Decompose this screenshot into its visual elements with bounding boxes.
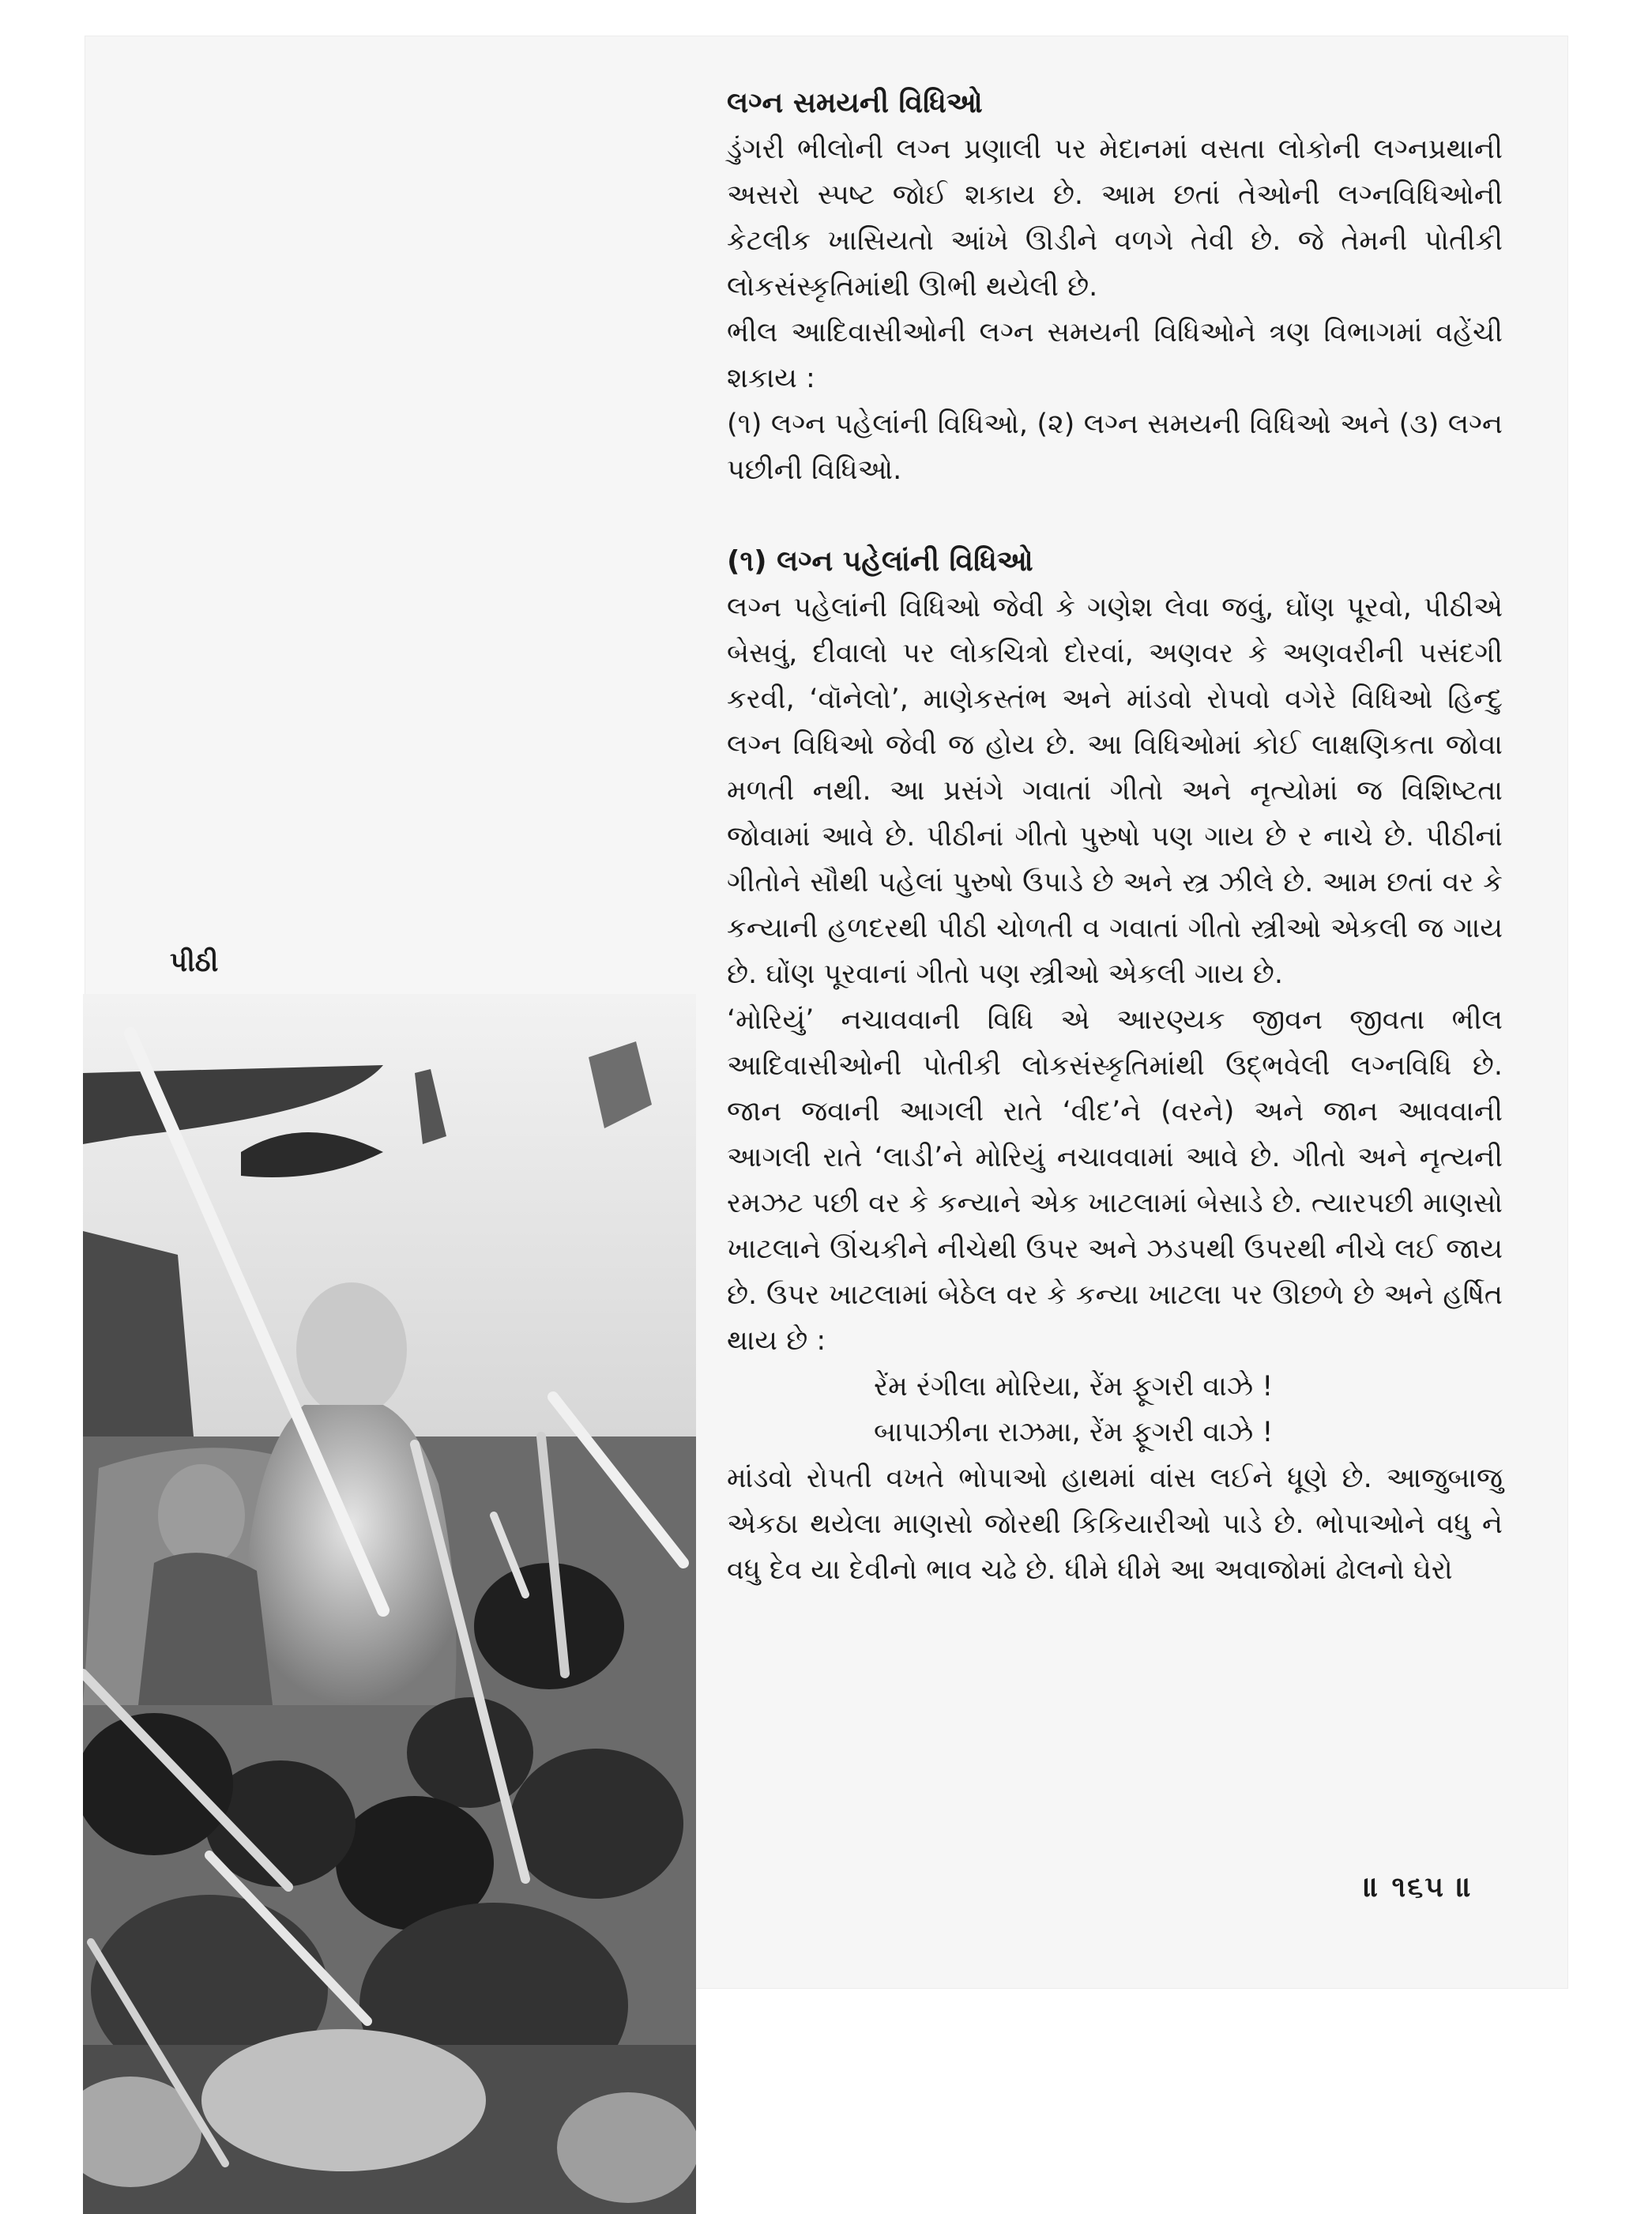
section-heading-wedding-time-rituals: લગ્ન સમયની વિધિઓ <box>727 87 983 119</box>
paragraph-intro: ડુંગરી ભીલોની લગ્ન પ્રણાલી પર મેદાનમાં વસતા લોકોની લગ્નપ્રથાની અસરો સ્પષ્ટ જોઈ શકાય છે. આમ છતાં તેઓની લગ્નવિધિઓની કેટલીક ખાસિયતો આંખે ઊડીને વળગે તેવી છે. જે તેમની પોતીકી લોકસંસ્કૃતિમાંથી ઊભી થયેલી છે. <box>727 134 1503 303</box>
main-text-column <box>727 81 1503 1593</box>
paragraph-moriyu: ‘મોરિયું’ નચાવવાની વિધિ એ આરણ્યક જીવન જીવતા ભીલ આદિવાસીઓની પોતીકી લોકસંસ્કૃતિમાંથી ઉદ્‌ભવેલી લગ્નવિધિ છે. જાન જવાની આગલી રાતે ‘વીદ’ને (વરને) અને જાન આવવાની આગલી રાતે ‘લાડી’ને મોરિયું નચાવવામાં આવે છે. ગીતો અને નૃત્યની રમઝટ પછી વર કે કન્યાને એક ખાટલામાં બેસાડે છે. ત્યારપછી માણસો ખાટલાને ઊંચકીને નીચેથી ઉપર અને ઝડપથી ઉપરથી નીચે લઈ જાય છે. ઉપર ખાટલામાં બેઠેલ વર કે કન્યા ખાટલા પર ઊછળે છે અને હર્ષિત થાય છે : <box>727 1004 1503 1357</box>
paragraph-mandvo: માંડવો રોપતી વખતે ભોપાઓ હાથમાં વાંસ લઈને ધૂણે છે. આજુબાજુ એકઠા થયેલા માણસો જોરથી કિકિયારીઓ પાડે છે. ભોપાઓને વધુ ને વધુ દેવ યા દેવીનો ભાવ ચઢે છે. ધીમે ધીમે આ અવાજોમાં ઢોલનો ઘેરો <box>727 1463 1503 1586</box>
section-heading-pre-wedding-rituals: (૧) લગ્ન પહેલાંની વિધિઓ <box>727 545 1033 578</box>
page-number: ॥ ૧૬૫ ॥ <box>1364 1871 1473 1903</box>
song-verse-line-2: બાપાઝીના રાઝમા, રેંમ ફૂગરી વાઝે ! <box>874 1417 1274 1448</box>
paragraph-pre-wedding: લગ્ન પહેલાંની વિધિઓ જેવી કે ગણેશ લેવા જવું, ઘોંણ પૂરવો, પીઠીએ બેસવું, દીવાલો પર લોકચિત્રો દોરવાં, અણવર કે અણવરીની પસંદગી કરવી, ‘વૉનેલો’, માણેકસ્તંભ અને માંડવો રોપવો વગેરે વિધિઓ હિન્દુ લગ્ન વિધિઓ જેવી જ હોય છે. આ વિધિઓમાં કોઈ લાક્ષણિકતા જોવા મળતી નથી. આ પ્રસંગે ગવાતાં ગીતો અને નૃત્યોમાં જ વિશિષ્ટતા જોવામાં આવે છે. પીઠીનાં ગીતો પુરુષો પણ ગાય છે ર નાચે છે. પીઠીનાં ગીતોને સૌથી પહેલાં પુરુષો ઉપાડે છે અને સ્ત્ર ઝીલે છે. આમ છતાં વર કે કન્યાની હળદરથી પીઠી ચોળતી વ ગવાતાં ગીતો સ્ત્રીઓ એકલી જ ગાય છે. ઘોંણ પૂરવાનાં ગીતો પણ સ્ત્રીઓ એકલી ગાય છે. <box>727 592 1503 990</box>
paragraph-three-parts: ભીલ આદિવાસીઓની લગ્ન સમયની વિધિઓને ત્રણ વિભાગમાં વહેંચી શકાય : <box>727 317 1503 394</box>
paragraph-parts-list: (૧) લગ્ન પહેલાંની વિધિઓ, (૨) લગ્ન સમયની વિધિઓ અને (૩) લગ્ન પછીની વિધિઓ. <box>727 409 1503 486</box>
photo-caption: પીઠી <box>170 947 219 978</box>
photo-pithi <box>83 994 696 2214</box>
song-verse-line-1: રેંમ રંગીલા મોરિયા, રેંમ ફૂગરી વાઝે ! <box>874 1371 1274 1403</box>
